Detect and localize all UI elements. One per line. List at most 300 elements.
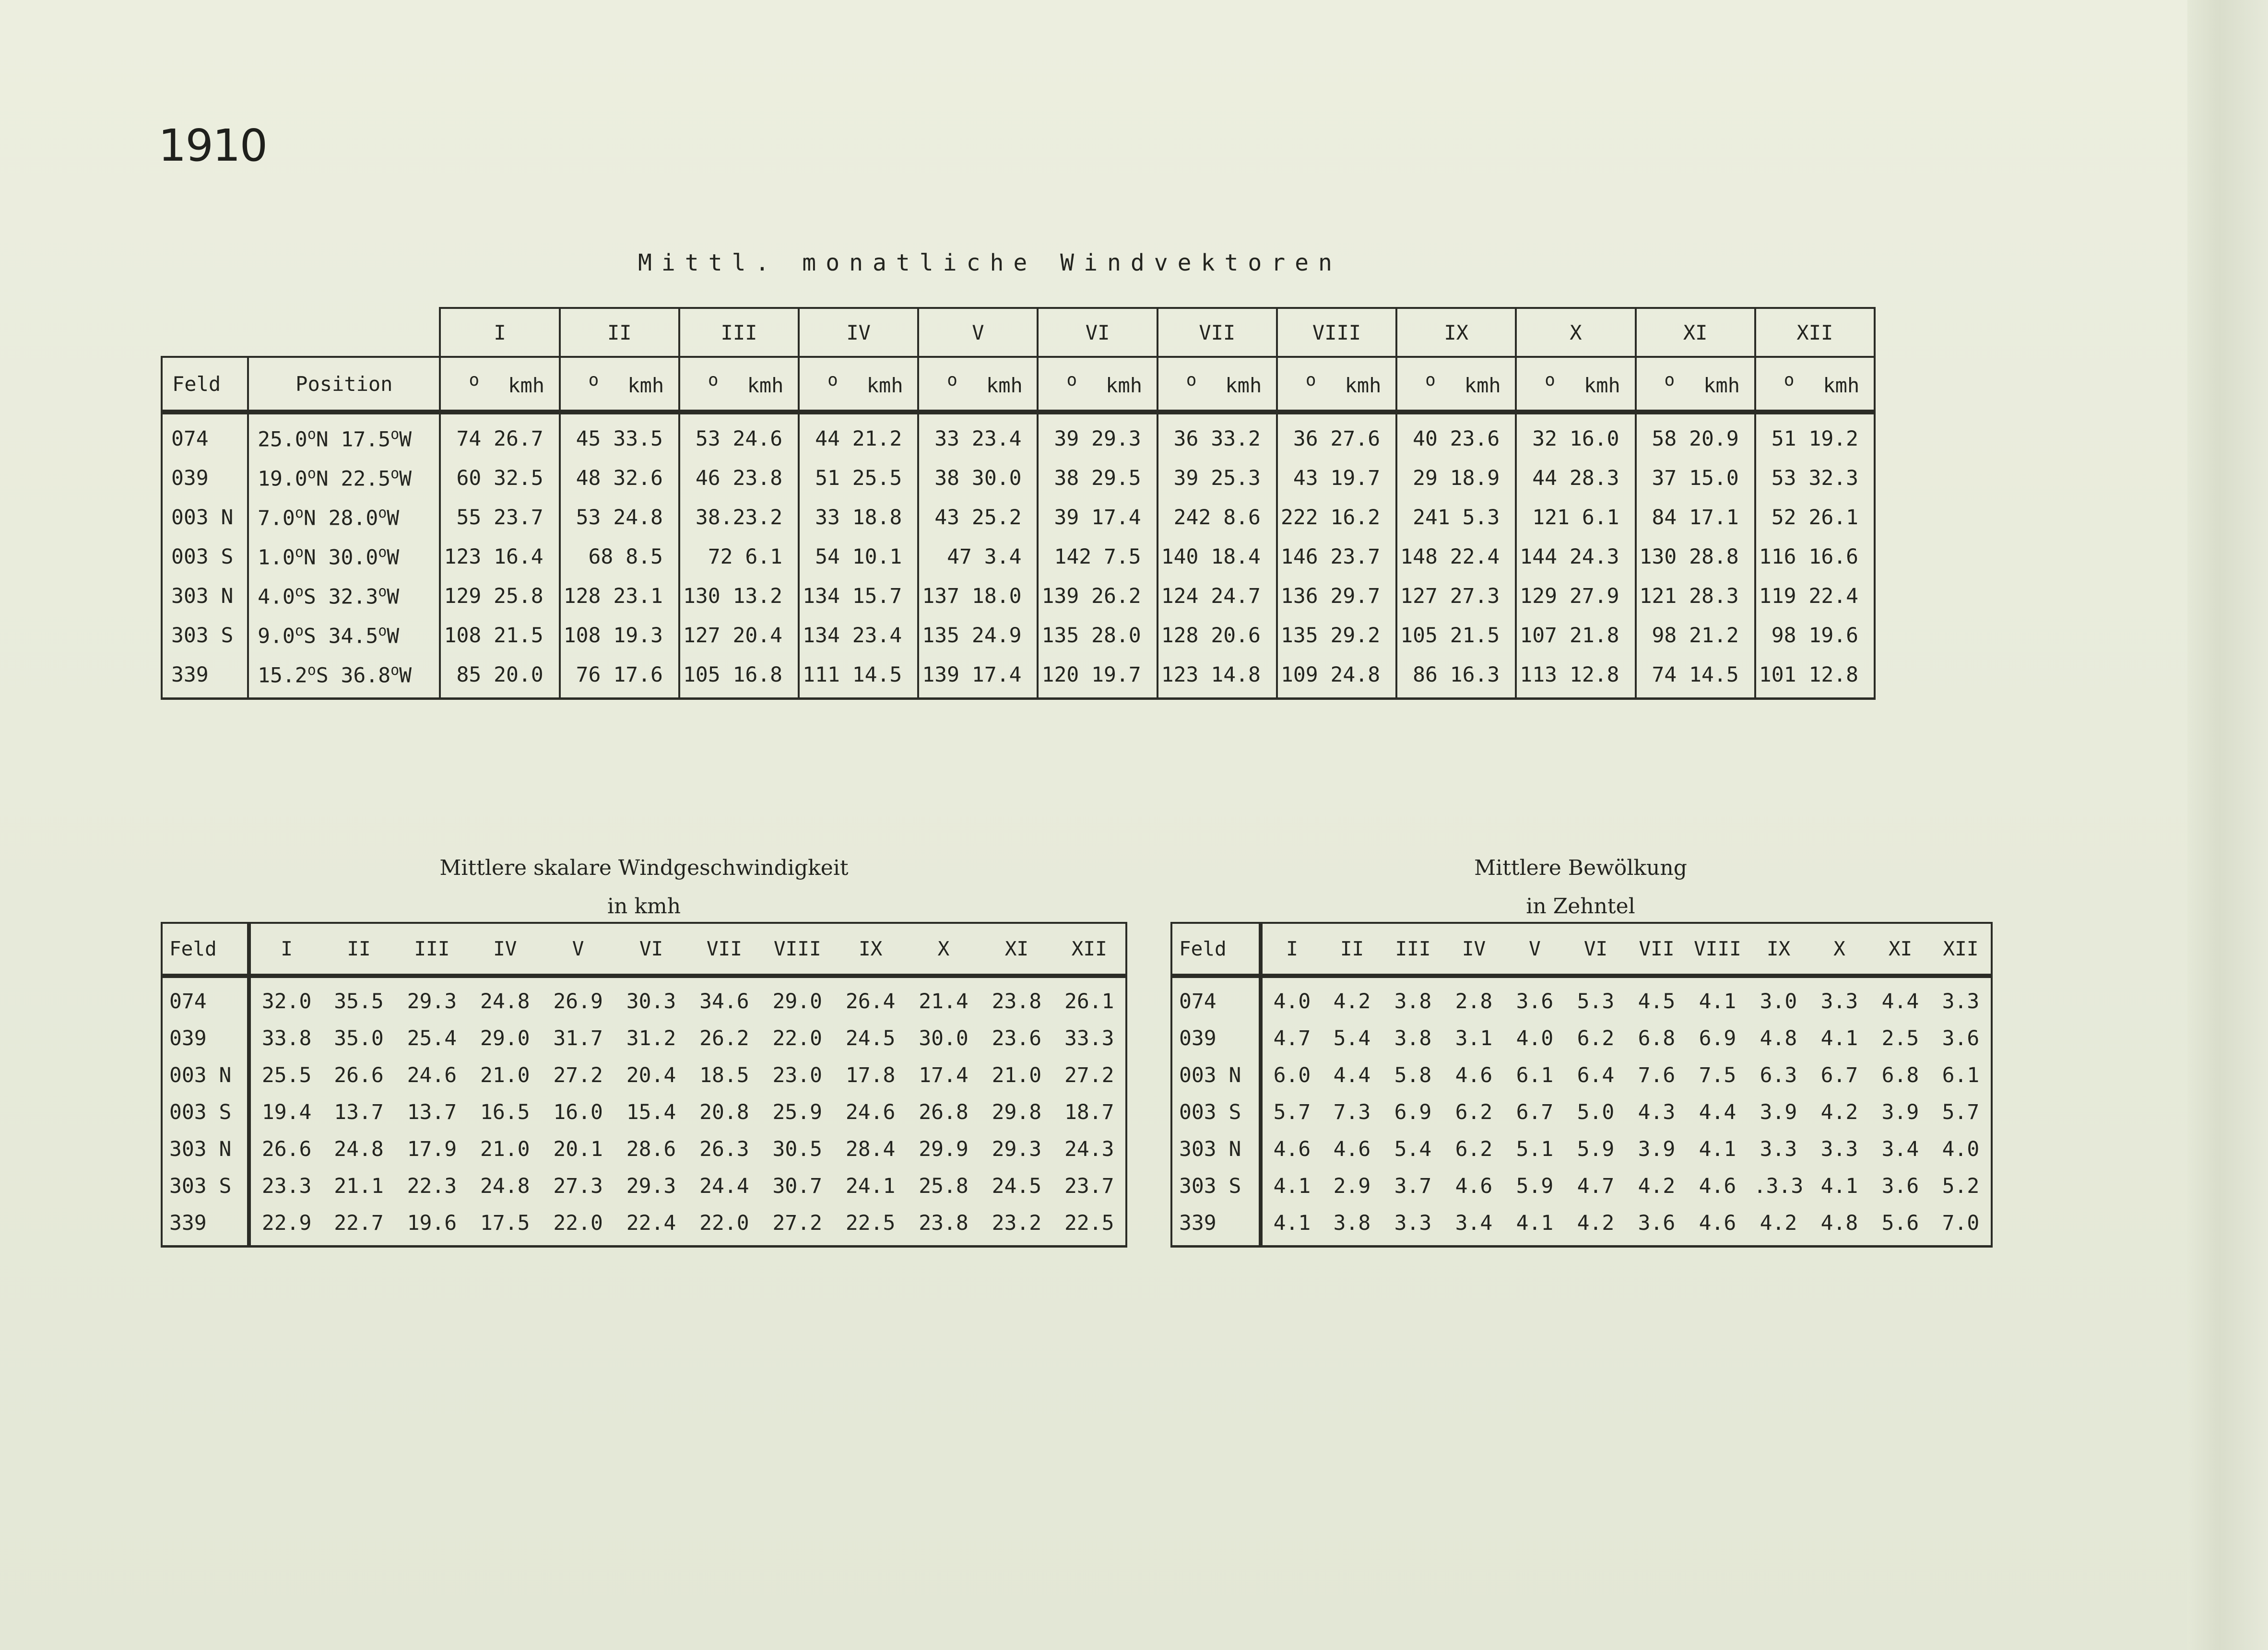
value-cell: 24.3 <box>1053 1131 1126 1167</box>
month-header: X <box>907 923 980 976</box>
value-cell: 5.0 <box>1577 1100 1615 1124</box>
scalar-wind-title <box>161 849 1127 926</box>
value-cell: 2.9 <box>1333 1174 1371 1198</box>
table-row <box>162 577 1875 616</box>
vector-value: 101 12.8 <box>1755 655 1875 699</box>
vector-value: 43 19.7 <box>1277 459 1396 498</box>
vector-value: 74 14.5 <box>1636 655 1755 699</box>
value-cell: 23.6 <box>992 1026 1042 1050</box>
table-row <box>162 1131 1126 1167</box>
value-cell: 4.1 <box>1699 989 1736 1014</box>
vector-value: 85 20.0 <box>440 655 559 699</box>
value-cell: 26.2 <box>699 1026 749 1050</box>
value-cell: 24.8 <box>480 1174 530 1198</box>
value-cell: 29.8 <box>992 1100 1042 1124</box>
value-cell: 4.2 <box>1820 1100 1858 1124</box>
table-row <box>162 976 1126 1020</box>
table-row <box>162 412 1875 459</box>
value-cell: 33.8 <box>261 1026 312 1050</box>
value-cell: 5.2 <box>1931 1167 1992 1204</box>
month-header: XII <box>1931 923 1992 976</box>
feld-cell: 039 <box>1171 1020 1261 1057</box>
value-cell: 3.6 <box>1626 1204 1687 1247</box>
month-header: IV <box>469 923 542 976</box>
value-cell: 29.3 <box>407 989 457 1014</box>
value-cell: 7.6 <box>1638 1063 1676 1087</box>
vector-value: 60 32.5 <box>440 459 559 498</box>
value-cell: 18.5 <box>699 1063 749 1087</box>
degree-sign: o <box>378 623 387 640</box>
vector-value: 39 17.4 <box>1038 498 1157 537</box>
speed-unit: kmh <box>1464 374 1501 397</box>
cloud-cover-title-line1: Mittlere Bewölkung <box>1474 856 1687 880</box>
value-cell: 4.0 <box>1516 1026 1554 1050</box>
value-cell: 26.3 <box>699 1137 749 1161</box>
latitude: 4.0 <box>258 585 295 609</box>
vector-value: 109 24.8 <box>1277 655 1396 699</box>
value-cell: 4.1 <box>1699 1137 1736 1161</box>
value-cell: 3.3 <box>1820 989 1858 1014</box>
longitude-hemisphere: W <box>387 506 400 530</box>
value-cell: 6.8 <box>1881 1063 1919 1087</box>
value-cell: 6.9 <box>1394 1100 1432 1124</box>
value-cell: 19.6 <box>395 1204 468 1247</box>
month-header: VI <box>1565 923 1626 976</box>
value-cell: 5.1 <box>1516 1137 1554 1161</box>
value-cell: 20.1 <box>553 1137 603 1161</box>
value-cell: 3.6 <box>1516 989 1554 1014</box>
value-cell: 5.9 <box>1577 1137 1615 1161</box>
value-cell: 3.4 <box>1881 1137 1919 1161</box>
value-cell: 22.4 <box>614 1204 687 1247</box>
table-row <box>1171 976 1992 1020</box>
table-row <box>162 1020 1126 1057</box>
value-cell: 3.0 <box>1760 989 1797 1014</box>
value-cell: 4.1 <box>1820 1174 1858 1198</box>
value-cell: 29.3 <box>626 1174 676 1198</box>
unit-header <box>1158 357 1277 412</box>
value-cell: 3.9 <box>1881 1100 1919 1124</box>
value-cell: 4.7 <box>1273 1026 1311 1050</box>
speed-unit: kmh <box>1703 374 1740 397</box>
feld-cell: 303 S <box>1171 1167 1261 1204</box>
feld-cell: 339 <box>1171 1204 1261 1247</box>
unit-header <box>1636 357 1755 412</box>
month-header: IV <box>799 308 918 357</box>
value-cell: 6.7 <box>1820 1063 1858 1087</box>
position-cell <box>248 655 440 699</box>
value-cell: 7.3 <box>1333 1100 1371 1124</box>
value-cell: 3.3 <box>1820 1137 1858 1161</box>
vector-value: 128 23.1 <box>560 577 679 616</box>
value-cell: 26.1 <box>1053 976 1126 1020</box>
table-row <box>162 1094 1126 1131</box>
longitude: 17.5 <box>341 427 391 452</box>
value-cell: 3.8 <box>1394 1026 1432 1050</box>
vector-value: 123 16.4 <box>440 537 559 577</box>
blank-cell <box>162 308 248 357</box>
value-cell: 22.9 <box>249 1204 322 1247</box>
value-cell: 16.0 <box>553 1100 603 1124</box>
value-cell: 26.6 <box>334 1063 384 1087</box>
vector-value: 29 18.9 <box>1396 459 1516 498</box>
cloud-cover-table <box>1170 922 1993 1248</box>
vector-value: 74 26.7 <box>440 412 559 459</box>
scalar-wind-header-row <box>162 923 1126 976</box>
month-header-row <box>162 308 1875 357</box>
vector-value: 135 24.9 <box>918 616 1038 655</box>
value-cell: 24.8 <box>480 989 530 1014</box>
value-cell: 3.9 <box>1638 1137 1676 1161</box>
month-header: VII <box>688 923 761 976</box>
table-row <box>162 1057 1126 1094</box>
vector-value: 53 24.8 <box>560 498 679 537</box>
month-header: XI <box>1870 923 1931 976</box>
month-header: V <box>918 308 1038 357</box>
value-cell: 15.4 <box>626 1100 676 1124</box>
value-cell: 28.6 <box>626 1137 676 1161</box>
wind-vectors-table <box>161 307 1876 700</box>
latitude-hemisphere: N <box>316 467 329 491</box>
value-cell: 22.5 <box>1053 1204 1126 1247</box>
value-cell: 18.7 <box>1053 1094 1126 1131</box>
value-cell: 5.3 <box>1577 989 1615 1014</box>
value-cell: 26.6 <box>261 1137 312 1161</box>
value-cell: 4.3 <box>1638 1100 1676 1124</box>
value-cell: 6.2 <box>1455 1137 1493 1161</box>
feld-cell: 303 N <box>1171 1131 1261 1167</box>
value-cell: 6.2 <box>1577 1026 1615 1050</box>
feld-header: Feld <box>162 923 249 976</box>
value-cell: 29.9 <box>919 1137 969 1161</box>
vector-value: 68 8.5 <box>560 537 679 577</box>
vector-value: 53 32.3 <box>1755 459 1875 498</box>
position-cell <box>248 498 440 537</box>
vector-value: 76 17.6 <box>560 655 679 699</box>
degree-unit: o <box>827 370 838 390</box>
degree-sign: o <box>295 583 304 601</box>
speed-unit: kmh <box>1225 374 1262 397</box>
value-cell: 25.8 <box>919 1174 969 1198</box>
value-cell: 21.0 <box>992 1063 1042 1087</box>
table-row <box>1171 1020 1992 1057</box>
value-cell: 4.2 <box>1565 1204 1626 1247</box>
value-cell: 23.2 <box>980 1204 1053 1247</box>
feld-cell: 074 <box>162 412 248 459</box>
value-cell: 3.4 <box>1443 1204 1504 1247</box>
value-cell: 3.6 <box>1931 1020 1992 1057</box>
feld-cell: 303 N <box>162 1131 249 1167</box>
vector-value: 134 15.7 <box>799 577 918 616</box>
longitude: 34.5 <box>328 624 378 648</box>
value-cell: 29.0 <box>480 1026 530 1050</box>
value-cell: 24.5 <box>845 1026 896 1050</box>
month-header: XI <box>980 923 1053 976</box>
value-cell: 23.0 <box>772 1063 823 1087</box>
value-cell: 27.2 <box>553 1063 603 1087</box>
value-cell: 27.2 <box>761 1204 834 1247</box>
degree-sign: o <box>295 623 304 640</box>
value-cell: 5.7 <box>1931 1094 1992 1131</box>
unit-header <box>560 357 679 412</box>
month-header: XII <box>1053 923 1126 976</box>
table-row <box>1171 1204 1992 1247</box>
value-cell: 4.6 <box>1699 1174 1736 1198</box>
value-cell: 3.6 <box>1881 1174 1919 1198</box>
value-cell: 22.0 <box>688 1204 761 1247</box>
unit-header <box>440 357 559 412</box>
vector-value: 46 23.8 <box>679 459 799 498</box>
speed-unit: kmh <box>1106 374 1143 397</box>
value-cell: 3.3 <box>1931 976 1992 1020</box>
month-header: VII <box>1158 308 1277 357</box>
latitude-hemisphere: N <box>303 506 316 530</box>
vector-value: 86 16.3 <box>1396 655 1516 699</box>
vector-value: 48 32.6 <box>560 459 679 498</box>
vector-value: 135 28.0 <box>1038 616 1157 655</box>
vector-value: 44 28.3 <box>1516 459 1635 498</box>
value-cell: 23.3 <box>261 1174 312 1198</box>
value-cell: 3.8 <box>1394 989 1432 1014</box>
vector-value: 40 23.6 <box>1396 412 1516 459</box>
unit-header <box>1516 357 1635 412</box>
position-header: Position <box>248 357 440 412</box>
unit-header <box>799 357 918 412</box>
vector-value: 53 24.6 <box>679 412 799 459</box>
longitude: 28.0 <box>328 506 378 530</box>
unit-header-row <box>162 357 1875 412</box>
latitude: 9.0 <box>258 624 295 648</box>
value-cell: 16.5 <box>480 1100 530 1124</box>
value-cell: 23.8 <box>907 1204 980 1247</box>
speed-unit: kmh <box>508 374 545 397</box>
value-cell: 4.1 <box>1273 1174 1311 1198</box>
value-cell: 24.8 <box>334 1137 384 1161</box>
vector-value: 105 21.5 <box>1396 616 1516 655</box>
value-cell: 24.4 <box>699 1174 749 1198</box>
value-cell: 34.6 <box>699 989 749 1014</box>
vectors-title: Mittl. monatliche Windvektoren <box>638 249 1342 276</box>
degree-sign: o <box>390 662 400 679</box>
unit-header <box>1277 357 1396 412</box>
latitude-hemisphere: S <box>316 663 329 688</box>
feld-cell: 003 S <box>1171 1094 1261 1131</box>
value-cell: 26.8 <box>919 1100 969 1124</box>
value-cell: 29.0 <box>772 989 823 1014</box>
value-cell: 2.8 <box>1455 989 1493 1014</box>
feld-cell: 039 <box>162 459 248 498</box>
cloud-cover-header-row <box>1171 923 1992 976</box>
longitude-hemisphere: W <box>387 624 400 648</box>
value-cell: 17.9 <box>407 1137 457 1161</box>
vector-value: 127 20.4 <box>679 616 799 655</box>
speed-unit: kmh <box>1823 374 1860 397</box>
value-cell: 26.4 <box>845 989 896 1014</box>
vector-value: 36 27.6 <box>1277 412 1396 459</box>
vector-value: 128 20.6 <box>1158 616 1277 655</box>
month-header: VIII <box>1277 308 1396 357</box>
feld-cell: 039 <box>162 1020 249 1057</box>
value-cell: 32.0 <box>261 989 312 1014</box>
value-cell: 30.3 <box>626 989 676 1014</box>
value-cell: 7.5 <box>1699 1063 1736 1087</box>
table-row <box>1171 1057 1992 1094</box>
vector-value: 144 24.3 <box>1516 537 1635 577</box>
feld-cell: 303 S <box>162 616 248 655</box>
value-cell: 25.5 <box>261 1063 312 1087</box>
value-cell: 22.5 <box>834 1204 907 1247</box>
vector-value: 129 27.9 <box>1516 577 1635 616</box>
value-cell: 23.8 <box>992 989 1042 1014</box>
feld-cell: 003 S <box>162 1094 249 1131</box>
vector-value: 142 7.5 <box>1038 537 1157 577</box>
value-cell: 4.0 <box>1273 989 1311 1014</box>
table-row <box>1171 1167 1992 1204</box>
value-cell: 17.8 <box>845 1063 896 1087</box>
table-row <box>162 498 1875 537</box>
month-header: V <box>1504 923 1565 976</box>
degree-unit: o <box>708 370 719 390</box>
degree-sign: o <box>295 505 304 522</box>
value-cell: 3.7 <box>1394 1174 1432 1198</box>
feld-cell: 074 <box>1171 976 1261 1020</box>
value-cell: 6.9 <box>1699 1026 1736 1050</box>
value-cell: 31.7 <box>553 1026 603 1050</box>
value-cell: 33.3 <box>1053 1020 1126 1057</box>
month-header: III <box>395 923 468 976</box>
latitude-hemisphere: S <box>303 624 316 648</box>
vector-value: 130 28.8 <box>1636 537 1755 577</box>
value-cell: 3.8 <box>1322 1204 1382 1247</box>
value-cell: 22.7 <box>322 1204 395 1247</box>
degree-sign: o <box>307 426 316 443</box>
value-cell: 6.2 <box>1455 1100 1493 1124</box>
cloud-cover-title-line2: in Zehntel <box>1526 894 1635 919</box>
value-cell: 4.4 <box>1699 1100 1736 1124</box>
table-row <box>162 1167 1126 1204</box>
vector-value: 108 21.5 <box>440 616 559 655</box>
vector-value: 37 15.0 <box>1636 459 1755 498</box>
value-cell: 4.2 <box>1748 1204 1809 1247</box>
degree-sign: o <box>378 544 387 561</box>
vector-value: 124 24.7 <box>1158 577 1277 616</box>
degree-unit: o <box>1425 370 1436 390</box>
value-cell: 19.4 <box>261 1100 312 1124</box>
value-cell: 4.5 <box>1638 989 1676 1014</box>
value-cell: 6.1 <box>1516 1063 1554 1087</box>
value-cell: 6.3 <box>1760 1063 1797 1087</box>
unit-header <box>679 357 799 412</box>
vector-value: 148 22.4 <box>1396 537 1516 577</box>
value-cell: 4.6 <box>1455 1063 1493 1087</box>
value-cell: 24.6 <box>407 1063 457 1087</box>
value-cell: 22.0 <box>542 1204 614 1247</box>
vector-value: 39 25.3 <box>1158 459 1277 498</box>
degree-sign: o <box>307 465 316 483</box>
vector-value: 39 29.3 <box>1038 412 1157 459</box>
month-header: IX <box>834 923 907 976</box>
value-cell: 4.8 <box>1809 1204 1870 1247</box>
value-cell: 25.4 <box>407 1026 457 1050</box>
feld-cell: 003 N <box>1171 1057 1261 1094</box>
vector-value: 123 14.8 <box>1158 655 1277 699</box>
degree-unit: o <box>469 370 480 390</box>
month-header: I <box>249 923 322 976</box>
feld-cell: 303 S <box>162 1167 249 1204</box>
latitude-hemisphere: N <box>303 545 316 570</box>
value-cell: 35.0 <box>334 1026 384 1050</box>
vector-value: 113 12.8 <box>1516 655 1635 699</box>
vector-value: 47 3.4 <box>918 537 1038 577</box>
month-header: V <box>542 923 614 976</box>
latitude: 7.0 <box>258 506 295 530</box>
value-cell: 29.3 <box>992 1137 1042 1161</box>
degree-sign: o <box>378 583 387 601</box>
month-header: VIII <box>761 923 834 976</box>
month-header: X <box>1516 308 1635 357</box>
vector-value: 33 23.4 <box>918 412 1038 459</box>
vector-value: 130 13.2 <box>679 577 799 616</box>
feld-cell: 303 N <box>162 577 248 616</box>
value-cell: 4.8 <box>1760 1026 1797 1050</box>
vector-value: 105 16.8 <box>679 655 799 699</box>
position-cell <box>248 459 440 498</box>
latitude: 25.0 <box>258 427 307 452</box>
vector-value: 107 21.8 <box>1516 616 1635 655</box>
speed-unit: kmh <box>866 374 903 397</box>
value-cell: 25.9 <box>772 1100 823 1124</box>
latitude: 15.2 <box>258 663 307 688</box>
degree-unit: o <box>1784 370 1795 390</box>
vector-value: 137 18.0 <box>918 577 1038 616</box>
value-cell: 4.1 <box>1261 1204 1322 1247</box>
value-cell: 21.1 <box>334 1174 384 1198</box>
value-cell: 30.7 <box>772 1174 823 1198</box>
value-cell: 6.1 <box>1931 1057 1992 1094</box>
longitude: 30.0 <box>328 545 378 570</box>
value-cell: 5.4 <box>1333 1026 1371 1050</box>
speed-unit: kmh <box>986 374 1023 397</box>
vector-value: 44 21.2 <box>799 412 918 459</box>
value-cell: 35.5 <box>334 989 384 1014</box>
value-cell: 21.0 <box>480 1063 530 1087</box>
month-header: I <box>440 308 559 357</box>
feld-cell: 003 N <box>162 498 248 537</box>
value-cell: 21.0 <box>480 1137 530 1161</box>
speed-unit: kmh <box>627 374 664 397</box>
value-cell: 5.6 <box>1870 1204 1931 1247</box>
month-header: VI <box>614 923 687 976</box>
month-header: IX <box>1748 923 1809 976</box>
vector-value: 241 5.3 <box>1396 498 1516 537</box>
value-cell: 3.1 <box>1455 1026 1493 1050</box>
value-cell: 5.9 <box>1516 1174 1554 1198</box>
vector-value: 121 6.1 <box>1516 498 1635 537</box>
vector-value: 116 16.6 <box>1755 537 1875 577</box>
unit-header <box>918 357 1038 412</box>
table-row <box>1171 1131 1992 1167</box>
longitude-hemisphere: W <box>387 545 400 570</box>
vector-value: 52 26.1 <box>1755 498 1875 537</box>
month-header: III <box>679 308 799 357</box>
vector-value: 134 23.4 <box>799 616 918 655</box>
value-cell: 24.6 <box>845 1100 896 1124</box>
blank-cell <box>248 308 440 357</box>
vector-value: 32 16.0 <box>1516 412 1635 459</box>
longitude-hemisphere: W <box>399 427 412 452</box>
value-cell: 20.8 <box>699 1100 749 1124</box>
unit-header <box>1038 357 1157 412</box>
